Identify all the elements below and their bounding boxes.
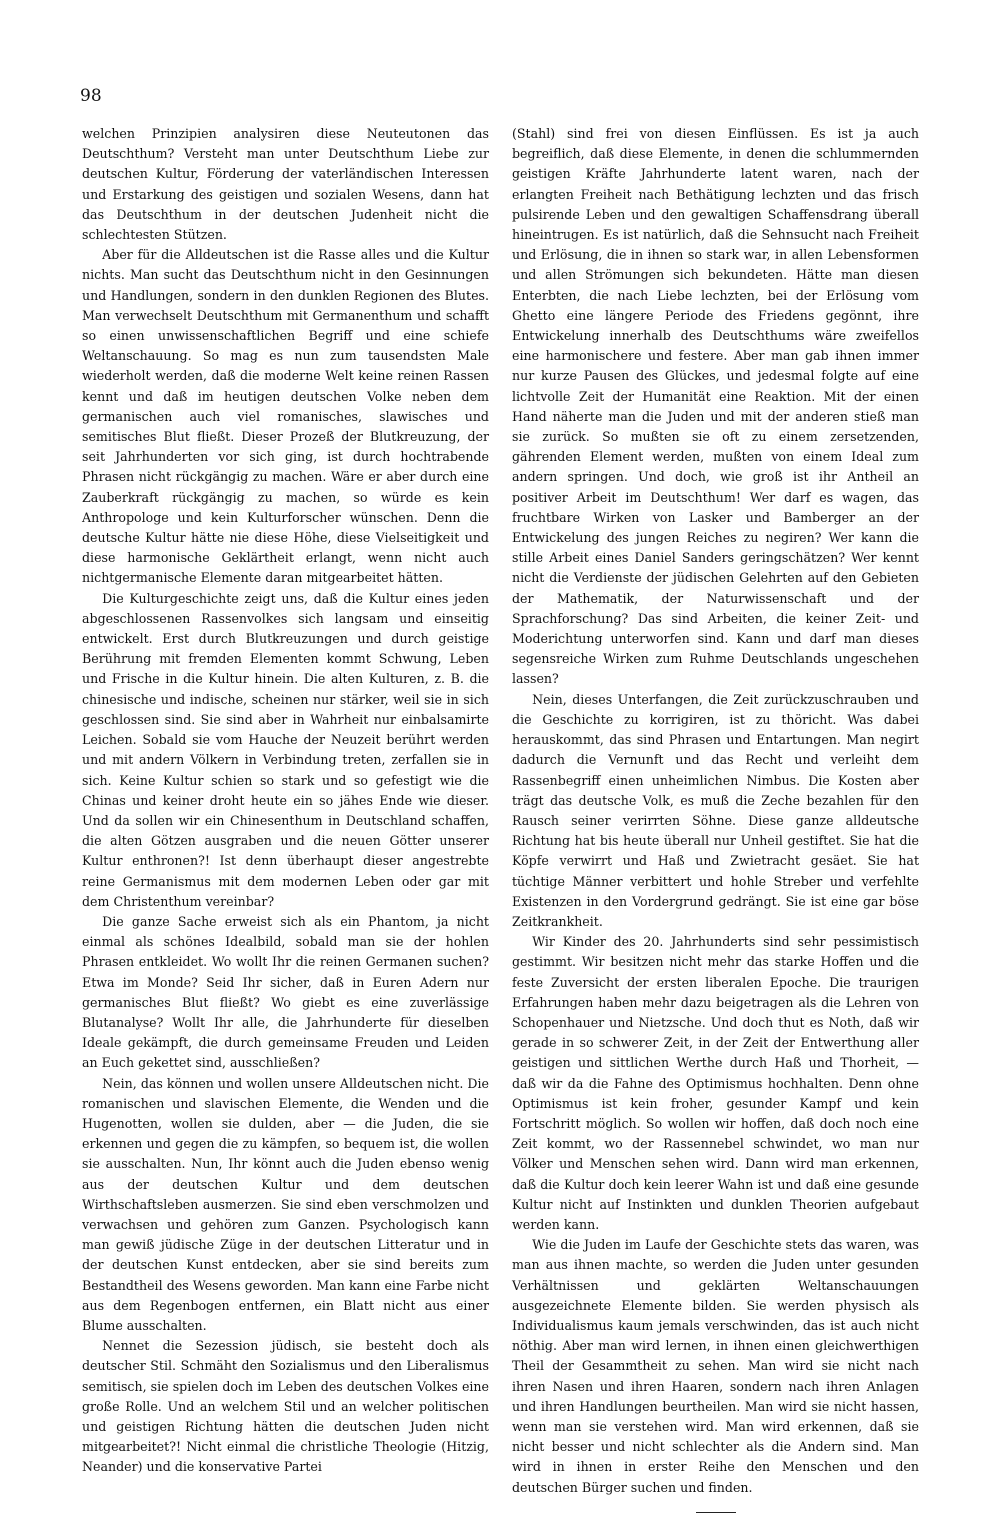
paragraph: Nennet die Sezession jüdisch, sie besteht doch als deutscher Stil. Schmäht den Sozialismus und den Liberalismus semitisch, sie spielen doch im Leben des deutschen Volkes eine große Rolle. Und an welchem Stil und an welcher politischen und geistigen Richtung hätten die deutschen Juden nicht mitgearbeitet?! Nicht einmal die christliche Theologie (Hitzig, Neander) und die konservative Partei xyxy=(82,1338,489,1475)
page-number: 98 xyxy=(80,86,102,106)
paragraph: Wie die Juden im Laufe der Geschichte stets das waren, was man aus ihnen machte, so werden die Juden unter gesunden Verhältnissen und geklärten Weltanschauungen ausgezeichnete Elemente bilden. Sie werden physisch als Individualismus kaum jemals verschwinden, das ist auch nicht nöthig. Aber man wird lernen, in ihnen einen gleichwerthigen Theil der Gesammtheit zu sehen. Man wird sie nicht nach ihren Nasen und ihren Haaren, sondern nach ihren Anlagen und ihren Handlungen beurtheilen. Man wird sie nicht hassen, wenn man sie verstehen wird. Man wird erkennen, daß sie nicht besser und nicht schlechter als die Andern sind. Man wird in ihnen in erster Reihe den Menschen und den deutschen Bürger suchen und finden. xyxy=(512,1237,919,1495)
paragraph: (Stahl) sind frei von diesen Einflüssen. Es ist ja auch begreiflich, daß diese Elemente, in denen die schlummernden geistigen Kräfte Jahrhunderte latent waren, nach der erlangten Freiheit nach Bethätigung lechzten und das frisch pulsirende Leben und den gewaltigen Schaffensdrang überall hineintrugen. Es ist natürlich, daß die Sehnsucht nach Freiheit und Erlösung, die in ihnen so stark war, in allen Lebensformen und allen Strömungen sich bekundeten. Hätte man diesen Enterbten, die nach Liebe lechzten, bei der Erlösung vom Ghetto eine längere Periode des Friedens gegönnt, ihre Entwickelung innerhalb des Deutschthums wäre zweifellos eine harmonischere und festere. Aber man gab ihnen immer nur kurze Pausen des Glückes, und jedesmal folgte auf eine lichtvolle Zeit der Humanität eine Reaktion. Mit der einen Hand näherte man die Juden und mit der anderen stieß man sie zurück. So mußten sie oft zu einem zersetzenden, gährenden Element werden, mußten von einem Ideal zum andern springen. Und doch, wie groß ist ihr Antheil an positiver Arbeit im Deutschthum! Wer darf es wagen, das fruchtbare Wirken von Lasker und Bamberger an der Entwickelung des jungen Reiches zu negiren? Wer kann die stille Arbeit eines Daniel Sanders geringschätzen? Wer kennt nicht die Verdienste der jüdischen Gelehrten auf den Gebieten der Mathematik, der Naturwissenschaft und der Sprachforschung? Das sind Arbeiten, die keiner Zeit- und Moderichtung unterworfen sind. Kann und darf man dieses segensreiche Wirken zum Ruhme Deutschlands ungeschehen lassen? xyxy=(512,126,919,687)
paragraph: Die Kulturgeschichte zeigt uns, daß die Kultur eines jeden abgeschlossenen Rassenvolkes sich langsam und einseitig entwickelt. Erst durch Blutkreuzungen und durch geistige Berührung mit fremden Elementen kommt Schwung, Leben und Frische in die Kultur hinein. Die alten Kulturen, z. B. die chinesische und indische, scheinen nur stärker, weil sie in sich geschlossen sind. Sie sind aber in Wahrheit nur einbalsamirte Leichen. Sobald sie vom Hauche der Neuzeit berührt werden und mit andern Völkern in Verbindung treten, zerfallen sie in sich. Keine Kultur schien so stark und so gefestigt wie die Chinas und keiner droht heute ein so jähes Ende wie dieser. Und da sollen wir ein Chinesenthum in Deutschland schaffen, die alten Götzen ausgraben und die neuen Götter unserer Kultur enthronen?! Ist denn überhaupt dieser angestrebte reine Germanismus mit dem modernen Leben oder gar mit dem Christenthum vereinbar? xyxy=(82,590,489,909)
paragraph: Aber für die Alldeutschen ist die Rasse alles und die Kultur nichts. Man sucht das Deutschthum nicht in den Gesinnungen und Handlungen, sondern in den dunklen Regionen des Blutes. Man verwechselt Deutschthum mit Germanenthum und schafft so einen unwissenschaftlichen Begriff und eine schiefe Weltanschauung. So mag es nun zum tausendsten Male wiederholt werden, daß die moderne Welt keine reinen Rassen kennt und daß im heutigen deutschen Volke neben dem germanischen auch viel romanisches, slawisches und semitisches Blut fließt. Dieser Prozeß der Blutkreuzung, der seit Jahrhunderten vor sich ging, ist durch hochtrabende Phrasen nicht rückgängig zu machen. Wäre er aber durch eine Zauberkraft rückgängig zu machen, so würde es kein Anthropologe und kein Kulturforscher wünschen. Denn die deutsche Kultur hätte nie diese Höhe, diese Vielseitigkeit und diese harmonische Geklärtheit erlangt, wenn nicht auch nichtgermanische Elemente daran mitgearbeitet hätten. xyxy=(82,247,489,586)
paragraph: Die ganze Sache erweist sich als ein Phantom, ja nicht einmal als schönes Idealbild, sobald man sie der hohlen Phrasen entkleidet. Wo wollt Ihr die reinen Germanen suchen? Etwa im Monde? Seid Ihr sicher, daß in Euren Adern nur germanisches Blut fließt? Wo giebt es eine zuverlässige Blutanalyse? Wollt Ihr alle, die Jahrhunderte für dieselben Ideale gekämpft, die durch gemeinsame Freuden und Leiden an Euch gekettet sind, ausschließen? xyxy=(82,913,489,1071)
paragraph: welchen Prinzipien analysiren diese Neuteutonen das Deutschthum? Versteht man unter Deutschthum Liebe zur deutschen Kultur, Förderung der vaterländischen Interessen und Erstarkung des geistigen und sozialen Wesens, dann hat das Deutschthum in der deutschen Judenheit nicht die schlechtesten Stützen. xyxy=(82,126,489,243)
paragraph: Wir Kinder des 20. Jahrhunderts sind sehr pessimistisch gestimmt. Wir besitzen nicht mehr das starke Hoffen und die feste Zuversicht der ersten liberalen Epoche. Die traurigen Erfahrungen haben mehr dazu beigetragen als die Lehren von Schopenhauer und Nietzsche. Und doch thut es Noth, daß wir gerade in so schwerer Zeit, in der Zeit der Entwerthung aller geistigen und sittlichen Werthe durch Haß und Thorheit, — daß wir da die Fahne des Optimismus hochhalten. Denn ohne Optimismus ist kein froher, gesunder Kampf und kein Fortschritt möglich. So wollen wir hoffen, daß doch noch eine Zeit kommt, wo der Rassennebel schwindet, wo man nur Völker und Menschen sehen wird. Dann wird man erkennen, daß die Kultur doch kein leerer Wahn ist und daß eine gesunde Kultur nicht auf Instinkten und dunklen Theorien aufgebaut werden kann. xyxy=(512,934,919,1232)
paragraph: Nein, dieses Unterfangen, die Zeit zurückzuschrauben und die Geschichte zu korrigiren, ist zu thöricht. Was dabei herauskommt, das sind Phrasen und Entartungen. Man negirt dadurch die Vernunft und das Recht und verleiht dem Rassenbegriff einen unheimlichen Nimbus. Die Kosten aber trägt das deutsche Volk, es muß die Zeche bezahlen für den Rausch seiner verirrten Söhne. Diese ganze alldeutsche Richtung hat bis heute überall nur Unheil gestiftet. Sie hat die Köpfe verwirrt und Haß und Zwietracht gesäet. Sie hat tüchtige Männer verbittert und hohle Streber und verfehlte Existenzen in den Vordergrund gedrängt. Sie ist eine gar böse Zeitkrankheit. xyxy=(512,691,919,929)
left-column xyxy=(82,124,489,1478)
paragraph: Nein, das können und wollen unsere Alldeutschen nicht. Die romanischen und slavischen Elemente, die Wenden und die Hugenotten, wollen sie dulden, aber — die Juden, die sie erkennen und gegen die zu kämpfen, so bequem ist, die wollen sie ausschalten. Nun, Ihr könnt auch die Juden ebenso wenig aus der deutschen Kultur und dem deutschen Wirthschaftsleben ausmerzen. Sie sind eben verschmolzen und verwachsen und gehören zum Ganzen. Psychologisch kann man gewiß jüdische Züge in der deutschen Litteratur und in der deutschen Kunst entdecken, aber sie sind bereits zum Bestandtheil des Wesens geworden. Man kann eine Farbe nicht aus dem Regenbogen entfernen, ein Blatt nicht aus einer Blume ausschalten. xyxy=(82,1075,489,1333)
right-column xyxy=(512,124,919,1513)
